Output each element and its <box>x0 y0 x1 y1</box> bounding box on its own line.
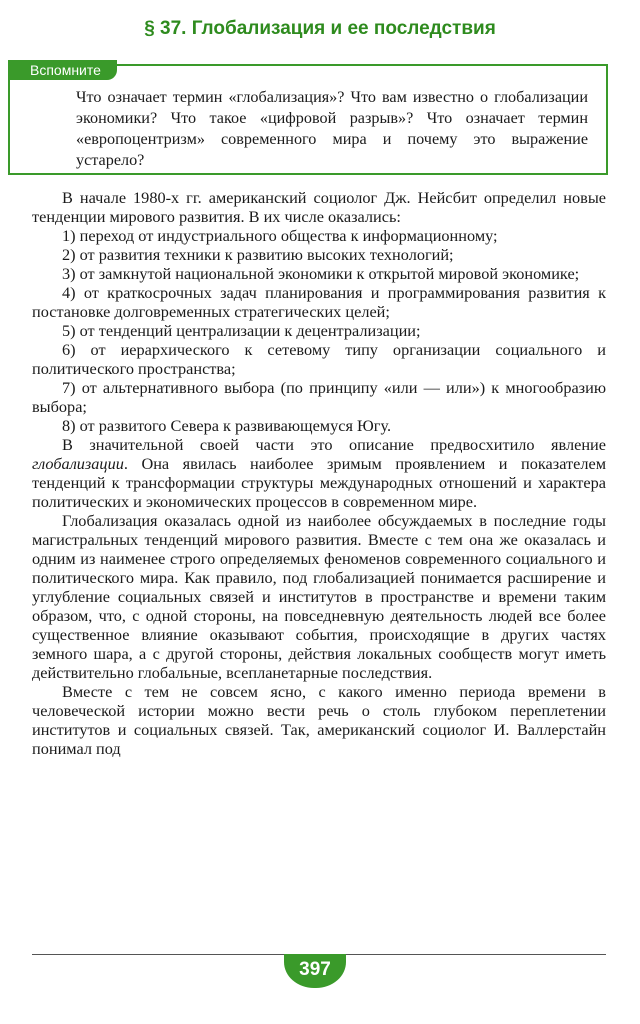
period-paragraph: Вместе с тем не совсем ясно, с какого именно периода времени в человеческой истории можно вести речь о столь глубоком переплетении институтов и социальных связей. Так, американский социолог И. Валлерстайн понимал под <box>32 682 606 758</box>
definition-paragraph: Глобализация оказалась одной из наиболее обсуждаемых в последние годы магистральных тенденций мирового развития. Вместе с тем она же оказалась и одним из наименее строго определяемых феноменов современного социального и политического мира. Как правило, под глобализацией понимается расширение и углубление социальных связей и институтов в пространстве и времени таким образом, что, с одной стороны, на повседневную деятельность людей все более существенное влияние оказывают события, происходящие в других частях земного шара, а с другой стороны, действия локальных сообществ могут иметь действительно глобальные, всепланетарные последствия. <box>32 511 606 682</box>
list-item: 6) от иерархического к сетевому типу организации социального и политического пространства; <box>32 340 606 378</box>
list-item: 8) от развитого Севера к развивающемуся Югу. <box>62 416 392 435</box>
text-run: . Она явилась наиболее зримым проявлением и показателем тенденций к трансформации структуры международных отношений и характера политических и экономических процессов в современном мире. <box>32 454 606 511</box>
list-item: 5) от тенденций централизации к децентрализации; <box>62 321 421 340</box>
text-run: В значительной своей части это описание предвосхитило явление <box>62 435 606 454</box>
intro-paragraph: В начале 1980-х гг. американский социолог Дж. Нейсбит определил новые тенденции мирового развития. В их числе оказались: <box>32 188 606 226</box>
list-item: 4) от краткосрочных задач планирования и программирования развития к постановке долговременных стратегических целей; <box>32 283 606 321</box>
list-item: 7) от альтернативного выбора (по принципу «или — или») к многообразию выбора; <box>32 378 606 416</box>
list-item: 2) от развития техники к развитию высоких технологий; <box>62 245 454 264</box>
list-item: 3) от замкнутой национальной экономики к открытой мировой экономике; <box>62 264 580 283</box>
page-number: 397 <box>284 954 346 988</box>
italic-term: глобализации <box>32 454 124 473</box>
section-title: § 37. Глобализация и ее последствия <box>144 18 496 39</box>
main-text <box>32 188 606 758</box>
globalization-intro-paragraph <box>32 435 606 511</box>
list-item: 1) переход от индустриального общества к информационному; <box>62 226 498 245</box>
recall-label: Вспомните <box>8 60 117 80</box>
recall-questions: Что означает термин «глобализация»? Что вам известно о глобализации экономики? Что такое «цифровой разрыв»? Что означает термин «европоцентризм» современного мира и почему это выражение устарело? <box>76 88 588 169</box>
